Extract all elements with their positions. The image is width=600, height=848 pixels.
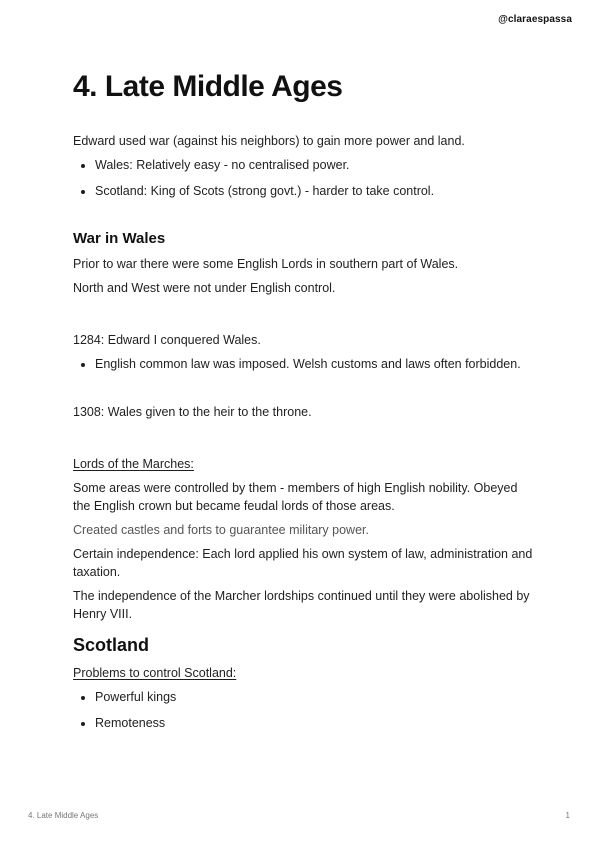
marches-paragraph: The independence of the Marcher lordships continued until they were abolished by Henry VIII.: [73, 589, 530, 621]
section-heading-scotland: Scotland: [73, 635, 150, 655]
marches-paragraph: Certain independence: Each lord applied his own system of law, administration and taxation.: [73, 547, 533, 579]
list-item: • Wales: Relatively easy - no centralised power.: [95, 156, 533, 174]
list-item: • Remoteness: [95, 714, 533, 732]
footer-document-title: 4. Late Middle Ages: [28, 811, 99, 820]
subheading-problems-scotland: Problems to control Scotland:: [73, 666, 237, 680]
event-1284-bullet-list: [73, 355, 533, 373]
wales-paragraph: Prior to war there were some English Lords in southern part of Wales.: [73, 257, 459, 271]
intro-paragraph: Edward used war (against his neighbors) to gain more power and land.: [73, 134, 465, 148]
marches-paragraph: Some areas were controlled by them - members of high English nobility. Obeyed the English crown but became feudal lords of those areas.: [73, 481, 518, 513]
event-1284: 1284: Edward I conquered Wales.: [73, 333, 261, 347]
marches-paragraph: Created castles and forts to guarantee military power.: [73, 523, 369, 537]
scotland-bullet-list: [73, 688, 533, 732]
list-item: • Scotland: King of Scots (strong govt.) - harder to take control.: [95, 182, 533, 200]
intro-bullet-list: [73, 156, 533, 200]
footer-page-number: 1: [565, 811, 570, 820]
author-watermark: @claraespassa: [498, 14, 572, 25]
wales-paragraph: North and West were not under English control.: [73, 281, 336, 295]
event-1308: 1308: Wales given to the heir to the throne.: [73, 405, 312, 419]
subheading-lords-of-the-marches: Lords of the Marches:: [73, 457, 194, 471]
list-item: • English common law was imposed. Welsh customs and laws often forbidden.: [95, 355, 533, 373]
list-item: • Powerful kings: [95, 688, 533, 706]
section-heading-war-in-wales: War in Wales: [73, 230, 166, 247]
document-body: [73, 70, 533, 740]
page-title: 4. Late Middle Ages: [73, 70, 343, 103]
